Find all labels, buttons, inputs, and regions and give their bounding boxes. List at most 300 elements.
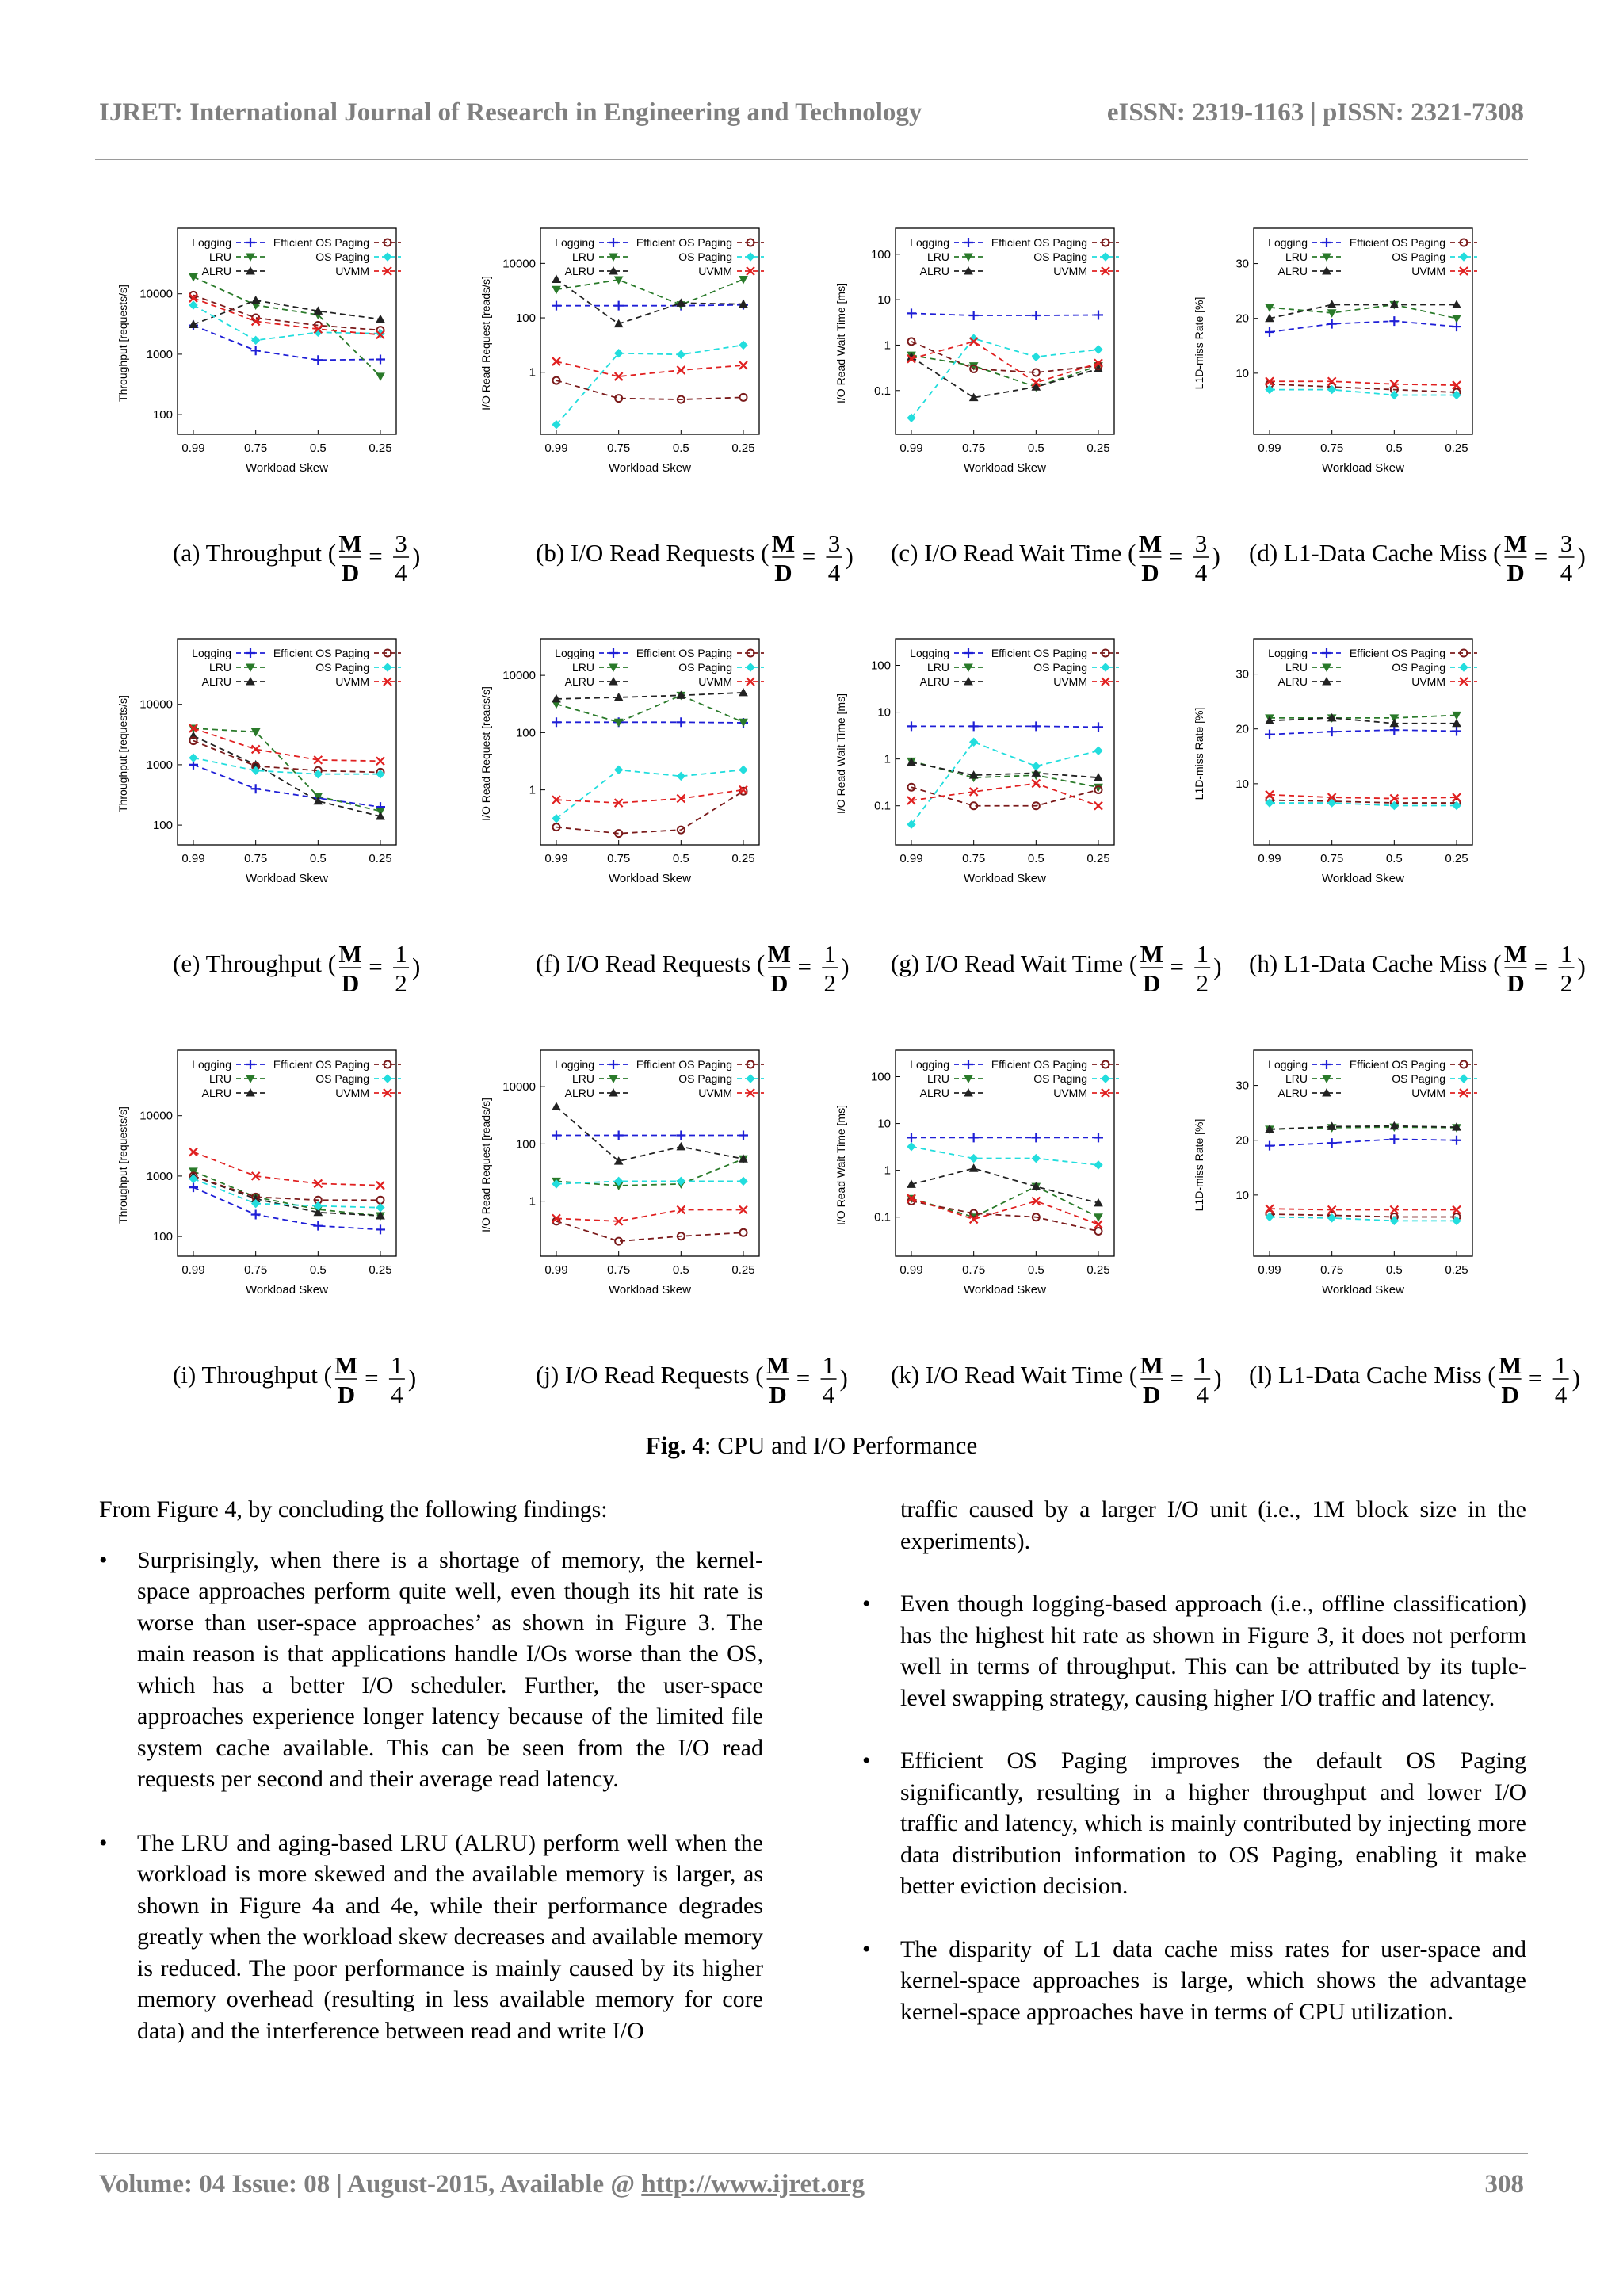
legend-label: Efficient OS Paging [636, 236, 732, 249]
data-point [677, 1143, 685, 1150]
fraction-d: D [1507, 969, 1525, 997]
data-point [1094, 1133, 1103, 1142]
x-tick-label: 0.5 [672, 1263, 689, 1277]
legend-label: OS Paging [1392, 250, 1445, 263]
subcaption-close: ) [1213, 953, 1222, 980]
fraction-d: D [769, 1381, 787, 1408]
data-point [552, 301, 561, 311]
data-point [376, 354, 385, 364]
x-tick-label: 0.99 [544, 441, 568, 455]
x-tick-label: 0.25 [1445, 1263, 1468, 1277]
series-line-uvmm [193, 728, 380, 761]
y-axis-label: I/O Read Wait Time [ms] [834, 1105, 847, 1225]
series-line-alru [1270, 1126, 1457, 1129]
x-tick-label: 0.75 [962, 852, 986, 865]
data-point [313, 355, 323, 365]
y-axis-label: I/O Read Wait Time [ms] [834, 283, 847, 403]
finding-1: Surprisingly, when there is a shortage of memory, the kernel-space approaches perform quite well, even though its hit rate is worse than user-space approaches’ as shown in Figure 3. The main reason is that applications handle I/Os worse than the OS, which has a better I/O scheduler. Further, the user-space approaches experience longer latency because of the limited file system cache available. This can be seen from the I/O read requests per second and their average read latency. [137, 1546, 763, 1792]
legend-label: LRU [1285, 1072, 1308, 1085]
chart-d [1193, 228, 1586, 586]
fraction-den: 4 [391, 1381, 403, 1408]
series-line-logging [556, 305, 743, 306]
data-point [747, 1075, 754, 1083]
data-point [1094, 747, 1102, 755]
legend-label: UVMM [335, 675, 369, 688]
y-tick-label: 1000 [146, 758, 173, 772]
subcaption-title: (f) I/O Read Requests ( [536, 949, 766, 977]
data-point [251, 1210, 261, 1220]
list-item [862, 1934, 1526, 2028]
subcaption-title: (g) I/O Read Wait Time ( [891, 949, 1138, 977]
legend-label: OS Paging [1033, 250, 1087, 263]
legend-label: OS Paging [1033, 661, 1087, 674]
x-tick-label: 0.5 [1027, 852, 1044, 865]
x-tick-label: 0.99 [181, 441, 205, 455]
y-tick-label: 1 [529, 365, 536, 380]
data-point [189, 754, 197, 762]
data-point [739, 1177, 747, 1185]
bullet-icon: • [862, 1591, 871, 1617]
y-axis-label: Throughput [requests/s] [116, 1106, 129, 1224]
x-tick-label: 0.5 [1027, 441, 1044, 455]
y-tick-label: 10 [1235, 1188, 1249, 1202]
x-tick-label: 0.99 [1258, 1263, 1281, 1277]
fraction-d: D [770, 969, 789, 997]
legend-label: OS Paging [1392, 661, 1445, 674]
footer-volume [99, 2170, 865, 2199]
series-line-alru [911, 762, 1098, 777]
legend-label: ALRU [1277, 675, 1308, 688]
data-point [740, 394, 747, 401]
y-tick-label: 1 [884, 752, 891, 766]
data-point [609, 648, 618, 658]
data-point [376, 373, 384, 380]
finding-2-continued: traffic caused by a larger I/O unit (i.e., 1M block size in the experiments). [900, 1496, 1526, 1554]
x-tick-label: 0.5 [1385, 852, 1403, 865]
data-point [1095, 1228, 1102, 1235]
series-line-alru [556, 279, 743, 323]
series-line-uvmm [193, 298, 380, 334]
fraction-den: 4 [822, 1381, 835, 1408]
data-point [376, 1224, 385, 1234]
fraction-den: 2 [1196, 969, 1209, 997]
x-axis-label: Workload Skew [246, 1283, 328, 1297]
equals-sign: = [369, 953, 383, 980]
x-axis-label: Workload Skew [1322, 872, 1404, 885]
subcaption-title: (d) L1-Data Cache Miss ( [1249, 539, 1502, 567]
x-tick-label: 0.25 [369, 852, 392, 865]
y-tick-label: 100 [515, 311, 536, 326]
series-line-eff [1270, 384, 1457, 392]
x-axis-label: Workload Skew [609, 1283, 691, 1297]
chart-f [479, 639, 850, 997]
fraction-d: D [1141, 559, 1159, 586]
fraction-num: 3 [1560, 529, 1573, 557]
footer-url-link[interactable]: http://www.ijret.org [641, 2170, 865, 2199]
legend-label: OS Paging [315, 661, 369, 674]
data-point [246, 648, 255, 658]
y-tick-label: 10 [877, 1117, 891, 1131]
fraction-num: 1 [1554, 1351, 1568, 1379]
legend-label: ALRU [919, 265, 949, 277]
legend-label: Efficient OS Paging [1349, 1058, 1445, 1071]
fraction-m: M [1140, 940, 1163, 968]
data-point [1322, 1060, 1331, 1069]
legend-label: ALRU [564, 265, 594, 277]
subcaption-title: (l) L1-Data Cache Miss ( [1249, 1361, 1496, 1389]
y-tick-label: 10 [877, 293, 891, 308]
subcaption-close: ) [1213, 1364, 1222, 1392]
y-tick-label: 100 [152, 1230, 173, 1244]
fraction-den: 4 [1194, 559, 1208, 586]
subcaption-close: ) [1212, 542, 1220, 570]
legend-label: OS Paging [678, 1072, 732, 1085]
chart-k [834, 1050, 1222, 1408]
data-point [384, 253, 391, 261]
series-line-alru [911, 1168, 1098, 1203]
y-tick-label: 100 [870, 659, 891, 673]
legend-label: ALRU [919, 675, 949, 688]
y-axis-label: I/O Read Request [reads/s] [479, 686, 492, 821]
data-point [1460, 663, 1468, 671]
legend-label: LRU [926, 250, 949, 263]
data-point [376, 757, 384, 765]
fraction-m: M [338, 940, 362, 968]
legend-label: Logging [555, 1058, 594, 1071]
data-point [1452, 322, 1461, 331]
data-point [552, 286, 560, 293]
series-line-uvmm [1270, 795, 1457, 799]
left-column [99, 1494, 763, 2046]
series-line-lru [1270, 1127, 1457, 1129]
legend-label: Efficient OS Paging [991, 236, 1087, 249]
data-point [1389, 316, 1399, 326]
x-tick-label: 0.25 [731, 441, 755, 455]
data-point [615, 766, 623, 774]
series-line-logging [911, 313, 1098, 315]
data-point [1032, 1155, 1040, 1163]
data-point [964, 648, 973, 658]
series-line-uvmm [1270, 381, 1457, 385]
data-point [1327, 1138, 1337, 1148]
data-point [1452, 1136, 1461, 1145]
data-point [1265, 1141, 1274, 1151]
series-line-eff [911, 342, 1098, 372]
series-line-lru [193, 277, 380, 376]
data-point [964, 238, 973, 247]
fraction-m: M [1140, 1351, 1163, 1379]
legend-label: UVMM [1411, 675, 1445, 688]
x-axis-label: Workload Skew [609, 872, 691, 885]
subcaption-close: ) [412, 953, 421, 980]
legend-label: UVMM [335, 265, 369, 277]
list-item [99, 1545, 763, 1795]
series-line-lru [911, 761, 1098, 787]
series-line-uvmm [911, 784, 1098, 806]
data-point [964, 1060, 973, 1069]
data-point [313, 1221, 323, 1231]
legend-label: LRU [926, 661, 949, 674]
series-line-uvmm [556, 790, 743, 803]
legend-label: Logging [910, 236, 949, 249]
x-axis-label: Workload Skew [1322, 461, 1404, 475]
y-tick-label: 0.1 [874, 384, 891, 398]
legend-label: Efficient OS Paging [273, 647, 369, 659]
fraction-d: D [1507, 559, 1525, 586]
x-axis-label: Workload Skew [246, 461, 328, 475]
y-tick-label: 10 [1235, 777, 1249, 791]
x-tick-label: 0.5 [1385, 441, 1403, 455]
legend-label: LRU [571, 250, 594, 263]
data-point [970, 1155, 978, 1163]
subcaption-title: (i) Throughput ( [173, 1361, 332, 1389]
x-tick-label: 0.5 [672, 441, 689, 455]
legend-label: Logging [192, 1058, 231, 1071]
legend-label: Logging [1268, 236, 1308, 249]
chart-c [834, 228, 1220, 586]
data-point [1327, 319, 1337, 329]
y-tick-label: 1000 [146, 347, 173, 361]
data-point [189, 1182, 198, 1192]
data-point [1265, 327, 1274, 337]
series-line-logging [193, 1187, 380, 1229]
data-point [1094, 1161, 1102, 1169]
series-line-os [556, 770, 743, 818]
x-tick-label: 0.5 [672, 852, 689, 865]
y-tick-label: 20 [1235, 1133, 1249, 1148]
finding-5: The disparity of L1 data cache miss rates for user-space and kernel-space approaches is large, which shows the advantage kernel-space approaches have in terms of CPU utilization. [900, 1935, 1526, 2025]
legend-label: OS Paging [678, 250, 732, 263]
data-point [189, 273, 197, 281]
data-point [1265, 730, 1274, 739]
fraction-num: 1 [391, 1351, 403, 1379]
equals-sign: = [365, 1364, 379, 1392]
chart-h [1193, 639, 1586, 997]
series-line-eff [1270, 1214, 1457, 1217]
fraction-m: M [771, 529, 796, 557]
data-point [552, 275, 560, 282]
y-axis-label: Throughput [requests/s] [116, 695, 129, 812]
legend-label: LRU [571, 1072, 594, 1085]
subcaption-title: (a) Throughput ( [173, 539, 337, 567]
data-point [969, 311, 979, 320]
legend-label: ALRU [201, 265, 231, 277]
legend-label: OS Paging [1392, 1072, 1445, 1085]
data-point [1322, 238, 1331, 247]
series-line-alru [1270, 718, 1457, 724]
x-tick-label: 0.75 [244, 441, 268, 455]
subcaption-title: (j) I/O Read Requests ( [536, 1361, 764, 1389]
data-point [1322, 648, 1331, 658]
series-line-eff [1270, 800, 1457, 803]
data-point [1102, 1075, 1109, 1083]
series-line-alru [911, 357, 1098, 397]
legend-label: Logging [910, 1058, 949, 1071]
series-line-eff [556, 1221, 743, 1241]
y-tick-label: 100 [515, 1137, 536, 1152]
series-line-os [911, 742, 1098, 824]
list-item [99, 1828, 763, 2047]
equals-sign: = [1533, 953, 1549, 980]
data-point [969, 721, 979, 731]
series-line-eff [911, 1201, 1098, 1231]
fraction-d: D [341, 559, 360, 586]
fraction-num: 1 [1560, 940, 1573, 968]
chart-j [479, 1050, 848, 1408]
x-tick-label: 0.25 [1445, 852, 1468, 865]
data-point [1094, 722, 1103, 732]
subcaption-close: ) [845, 542, 854, 570]
y-axis-label: I/O Read Request [reads/s] [479, 276, 492, 411]
data-point [552, 1102, 560, 1110]
x-tick-label: 0.75 [607, 441, 631, 455]
y-tick-label: 0.1 [874, 1210, 891, 1224]
subcaption-close: ) [1577, 542, 1586, 570]
finding-4: Efficient OS Paging improves the default OS Paging significantly, resulting in a higher throughput and lower I/O traffic and latency, which is mainly contributed by injecting more data distribution information to OS Paging, enabling it make better eviction decision. [900, 1748, 1526, 1899]
data-point [1094, 1214, 1102, 1221]
series-line-lru [556, 1159, 743, 1186]
y-tick-label: 100 [870, 1070, 891, 1084]
series-line-uvmm [193, 1152, 380, 1186]
data-point [1453, 315, 1461, 323]
data-point [251, 346, 261, 355]
data-point [384, 663, 391, 671]
x-tick-label: 0.75 [1320, 441, 1344, 455]
legend-label: Logging [192, 647, 231, 659]
chart-a [116, 228, 420, 586]
footer-rule [95, 2153, 1528, 2154]
footer-volume-text: Volume: 04 Issue: 08 | August-2015, Available @ [99, 2170, 642, 2199]
data-point [1094, 346, 1102, 353]
data-point [614, 1131, 624, 1140]
legend-label: UVMM [335, 1087, 369, 1099]
legend-label: Logging [555, 647, 594, 659]
data-point [246, 1060, 255, 1069]
fraction-d: D [1143, 1381, 1161, 1408]
legend-label: OS Paging [1033, 1072, 1087, 1085]
data-point [1094, 802, 1102, 810]
data-point [252, 296, 260, 304]
legend-label: Efficient OS Paging [991, 1058, 1087, 1071]
legend-label: Efficient OS Paging [636, 647, 732, 659]
fraction-den: 2 [1560, 969, 1573, 997]
data-point [739, 766, 747, 774]
data-point [739, 361, 747, 369]
y-tick-label: 10000 [139, 1109, 173, 1123]
data-point [677, 772, 685, 780]
series-line-eff [556, 380, 743, 399]
data-point [739, 1131, 748, 1140]
list-item [862, 1745, 1526, 1902]
x-axis-label: Workload Skew [1322, 1283, 1404, 1297]
y-tick-label: 10000 [139, 287, 173, 301]
x-axis-label: Workload Skew [964, 872, 1046, 885]
fraction-d: D [1501, 1381, 1519, 1408]
figure-caption-label: Fig. 4 [645, 1431, 705, 1459]
fraction-d: D [1143, 969, 1161, 997]
y-tick-label: 30 [1235, 1079, 1249, 1093]
legend-label: ALRU [919, 1087, 949, 1099]
subcaption-title: (b) I/O Read Requests ( [536, 539, 769, 567]
bullet-icon: • [862, 1748, 871, 1774]
fraction-num: 1 [1196, 940, 1209, 968]
legend-label: UVMM [698, 265, 732, 277]
x-tick-label: 0.99 [899, 852, 923, 865]
data-point [676, 717, 685, 727]
fraction-num: 3 [1194, 529, 1208, 557]
x-tick-label: 0.25 [731, 852, 755, 865]
legend-label: LRU [1285, 250, 1308, 263]
y-axis-label: I/O Read Wait Time [ms] [834, 693, 847, 814]
right-column [862, 1494, 1526, 2027]
y-tick-label: 30 [1235, 257, 1249, 271]
legend-label: LRU [1285, 661, 1308, 674]
data-point [609, 238, 618, 247]
fraction-num: 1 [822, 1351, 835, 1379]
legend-label: ALRU [564, 1087, 594, 1099]
finding-2: The LRU and aging-based LRU (ALRU) perform well when the workload is more skewed and the available memory is larger, as shown in Figure 4a and 4e, while their performance degrades greatly when the workload skew decreases and available memory is reduced. The poor performance is mainly caused by its higher memory overhead (resulting in less available memory for core data) and the interference between read and write I/O [137, 1829, 763, 2044]
fraction-num: 1 [1196, 1351, 1209, 1379]
series-line-eff [556, 791, 743, 833]
subcaption-close: ) [1571, 1364, 1580, 1392]
x-tick-label: 0.99 [544, 1263, 568, 1277]
subcaption-title: (e) Throughput ( [173, 949, 337, 977]
data-point [747, 253, 754, 261]
data-point [1094, 310, 1103, 319]
series-line-os [1270, 1217, 1457, 1221]
y-axis-label: L1D-miss Rate [%] [1193, 707, 1205, 800]
equals-sign: = [1533, 542, 1549, 570]
series-line-lru [193, 1171, 380, 1216]
legend-label: OS Paging [678, 661, 732, 674]
fraction-den: 4 [1554, 1381, 1568, 1408]
legend-label: Efficient OS Paging [636, 1058, 732, 1071]
y-tick-label: 20 [1235, 311, 1249, 326]
subcaption-close: ) [407, 1364, 417, 1392]
fraction-den: 2 [823, 969, 836, 997]
data-point [552, 717, 561, 727]
fraction-d: D [774, 559, 792, 586]
data-point [384, 1075, 391, 1083]
y-tick-label: 10000 [502, 1080, 536, 1095]
data-point [251, 784, 261, 793]
bullet-icon: • [99, 1829, 108, 1856]
fraction-m: M [338, 529, 362, 557]
y-tick-label: 1 [529, 1194, 536, 1209]
legend-label: LRU [208, 661, 231, 674]
equals-sign: = [369, 542, 383, 570]
fraction-den: 4 [1196, 1381, 1209, 1408]
legend-label: Efficient OS Paging [273, 1058, 369, 1071]
series-line-os [556, 345, 743, 424]
data-point [1460, 1075, 1468, 1083]
data-point [747, 663, 754, 671]
series-line-logging [1270, 1139, 1457, 1145]
x-tick-label: 0.5 [1027, 1263, 1044, 1277]
data-point [1102, 663, 1109, 671]
series-line-logging [1270, 730, 1457, 735]
data-point [1031, 721, 1041, 731]
x-tick-label: 0.5 [309, 441, 327, 455]
journal-title: IJRET: International Journal of Research in Engineering and Technology [99, 98, 922, 127]
legend-label: ALRU [201, 675, 231, 688]
figure-caption [0, 1431, 1623, 1460]
chart-g [834, 639, 1222, 997]
x-tick-label: 0.75 [607, 852, 631, 865]
equals-sign: = [1170, 1364, 1184, 1392]
equals-sign: = [1170, 953, 1184, 980]
y-tick-label: 1 [884, 338, 891, 353]
